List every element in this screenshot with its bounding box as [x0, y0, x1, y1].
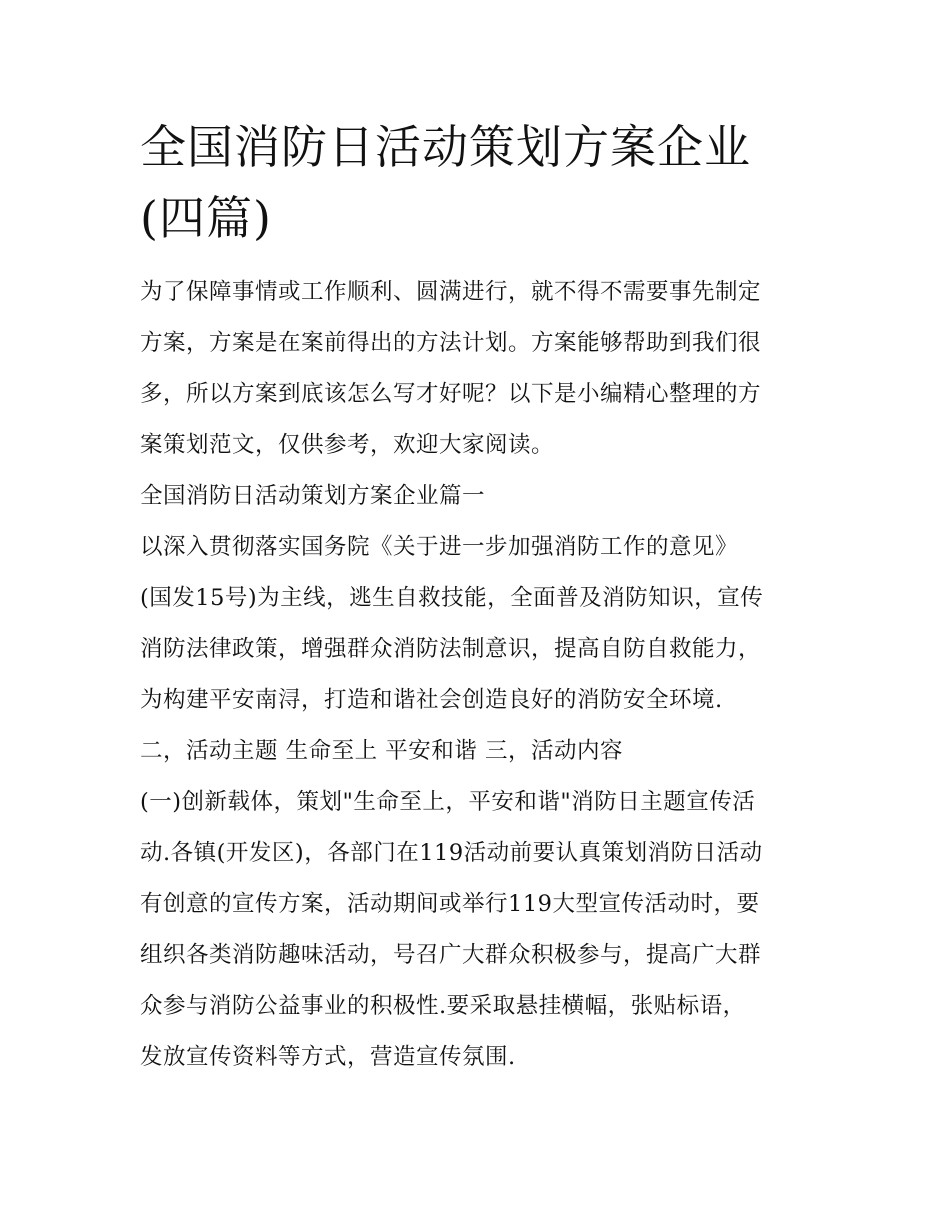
- intro-paragraph: [140, 267, 815, 471]
- intro-line: 多，所以方案到底该怎么写才好呢？以下是小编精心整理的方: [140, 381, 762, 407]
- paragraph-line: 动.各镇(开发区)，各部门在119活动前要认真策划消防日活动: [140, 840, 763, 866]
- paragraph-line: 消防法律政策，增强群众消防法制意识，提高自防自救能力，: [140, 636, 762, 662]
- paragraph-line: (一)创新载体，策划"生命至上，平安和谐"消防日主题宣传活: [140, 789, 756, 815]
- theme-line-text: 二，活动主题 生命至上 平安和谐 三，活动内容: [140, 738, 623, 764]
- intro-line: 为了保障事情或工作顺利、圆满进行，就不得不需要事先制定: [140, 279, 762, 305]
- section-heading: [140, 471, 815, 522]
- paragraph-guideline: [140, 522, 815, 726]
- title-line: 全国消防日活动策划方案企业: [140, 120, 751, 174]
- title-line: (四篇): [140, 191, 272, 245]
- paragraph-line: 有创意的宣传方案，活动期间或举行119大型宣传活动时，要: [140, 891, 760, 917]
- paragraph-line: 众参与消防公益事业的积极性.要采取悬挂横幅，张贴标语，: [140, 993, 746, 1019]
- paragraph-line: 以深入贯彻落实国务院《关于进一步加强消防工作的意见》: [140, 534, 739, 560]
- section-heading-text: 全国消防日活动策划方案企业篇一: [140, 483, 486, 509]
- paragraph-line: 组织各类消防趣味活动，号召广大群众积极参与，提高广大群: [140, 942, 762, 968]
- theme-line: [140, 726, 815, 777]
- paragraph-line: (国发15号)为主线，逃生自救技能，全面普及消防知识，宣传: [140, 585, 764, 611]
- paragraph-line: 发放宣传资料等方式，营造宣传氛围.: [140, 1044, 516, 1070]
- paragraph-activities: [140, 777, 815, 1083]
- intro-line: 方案，方案是在案前得出的方法计划。方案能够帮助到我们很: [140, 330, 762, 356]
- document-title: [140, 112, 815, 254]
- document-content: [140, 112, 815, 1083]
- paragraph-line: 为构建平安南浔，打造和谐社会创造良好的消防安全环境.: [140, 687, 723, 713]
- intro-line: 案策划范文，仅供参考，欢迎大家阅读。: [140, 432, 555, 458]
